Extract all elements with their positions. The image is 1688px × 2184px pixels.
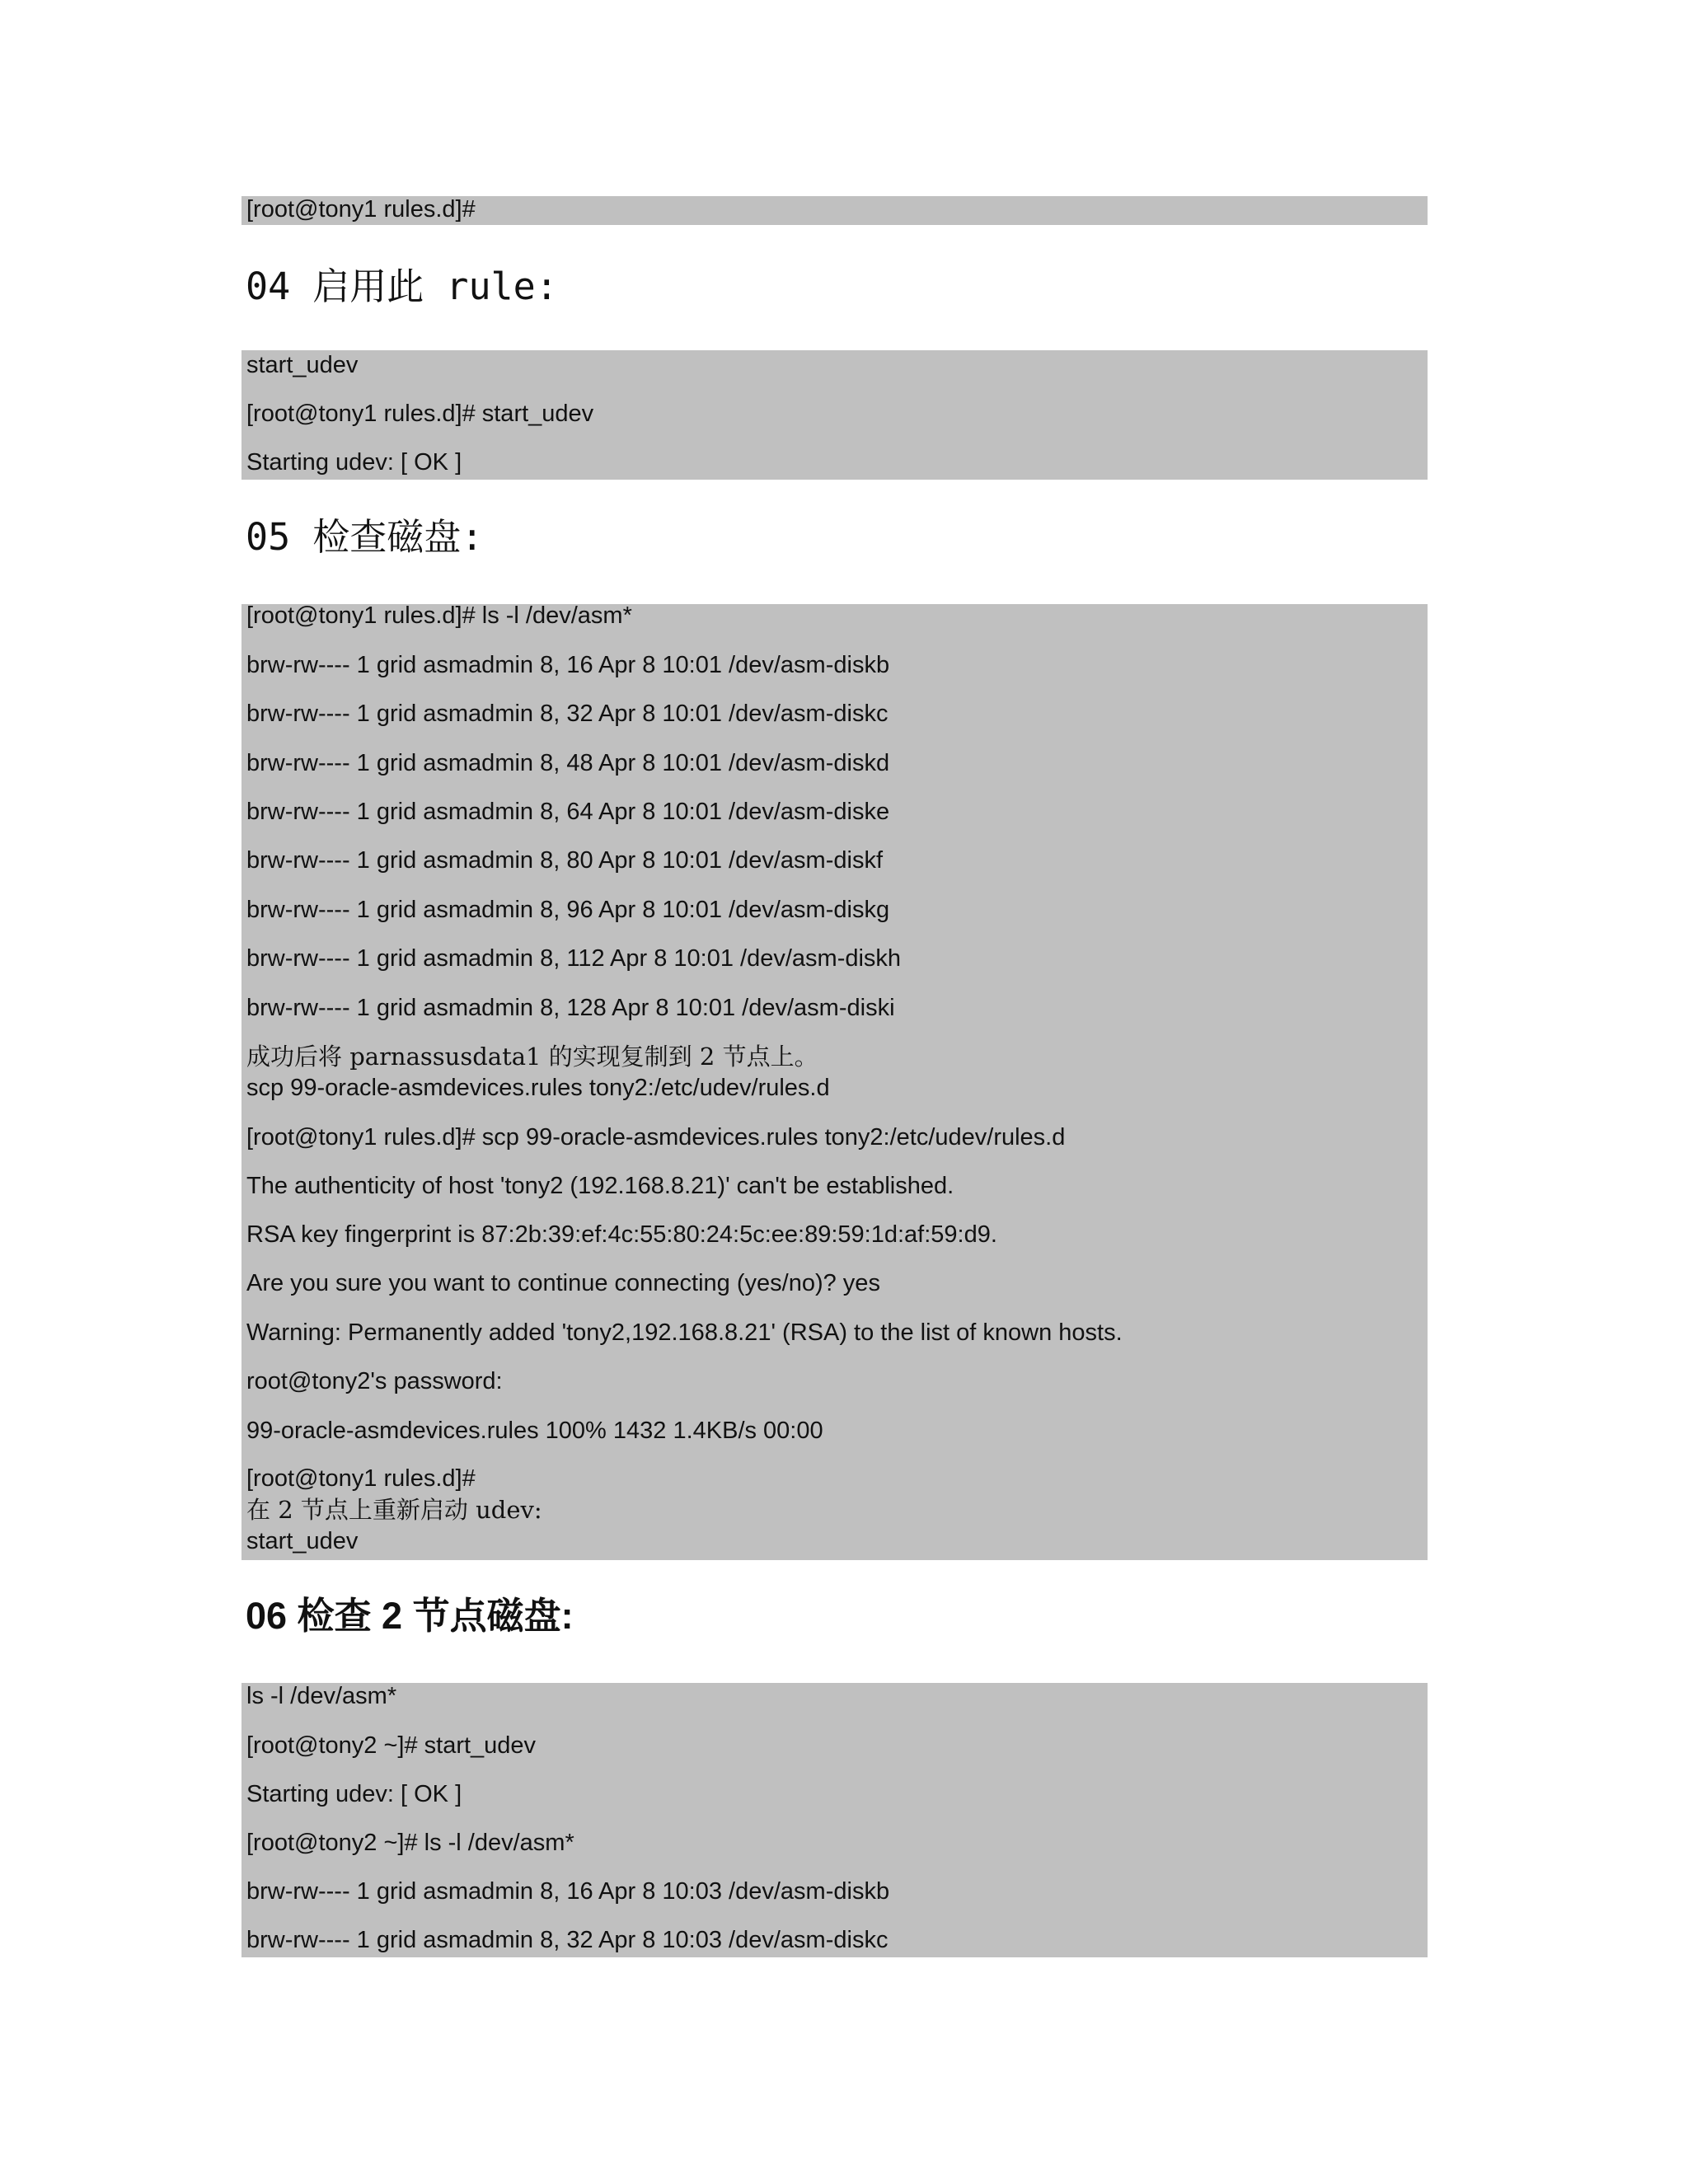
code-line: [root@tony1 rules.d]# — [246, 1465, 476, 1492]
section-heading-06: 06 检查 2 节点磁盘: — [246, 1595, 574, 1637]
code-line: ls -l /dev/asm* — [246, 1683, 397, 1709]
code-line: The authenticity of host 'tony2 (192.168.8.21)' can't be established. — [246, 1173, 954, 1199]
code-block-check-disks — [241, 604, 1428, 1560]
code-line: brw-rw---- 1 grid asmadmin 8, 16 Apr 8 10:01 /dev/asm-diskb — [246, 652, 890, 678]
code-block-node2-disks — [241, 1683, 1428, 1957]
code-line: Starting udev: [ OK ] — [246, 1781, 462, 1807]
code-line: [root@tony1 rules.d]# ls -l /dev/asm* — [246, 602, 632, 629]
code-line: Starting udev: [ OK ] — [246, 449, 462, 476]
code-line: [root@tony2 ~]# start_udev — [246, 1732, 537, 1759]
code-line: [root@tony1 rules.d]# scp 99-oracle-asmdevices.rules tony2:/etc/udev/rules.d — [246, 1124, 1066, 1151]
code-line: start_udev — [246, 1528, 359, 1554]
code-line: root@tony2's password: — [246, 1368, 503, 1394]
code-line: brw-rw---- 1 grid asmadmin 8, 16 Apr 8 10:03 /dev/asm-diskb — [246, 1878, 890, 1905]
code-line: brw-rw---- 1 grid asmadmin 8, 32 Apr 8 10:01 /dev/asm-diskc — [246, 701, 889, 727]
code-line: brw-rw---- 1 grid asmadmin 8, 112 Apr 8 10:01 /dev/asm-diskh — [246, 945, 902, 972]
code-line: brw-rw---- 1 grid asmadmin 8, 128 Apr 8 10:01 /dev/asm-diski — [246, 995, 895, 1021]
code-block-prompt — [241, 196, 1428, 225]
code-line: 在 2 节点上重新启动 udev: — [246, 1496, 542, 1524]
code-line: brw-rw---- 1 grid asmadmin 8, 32 Apr 8 10:03 /dev/asm-diskc — [246, 1927, 889, 1953]
code-line: scp 99-oracle-asmdevices.rules tony2:/etc/udev/rules.d — [246, 1075, 830, 1101]
code-block-start-udev — [241, 350, 1428, 480]
code-line: [root@tony1 rules.d]# start_udev — [246, 401, 594, 427]
code-line: Are you sure you want to continue connecting (yes/no)? yes — [246, 1270, 880, 1296]
code-line: brw-rw---- 1 grid asmadmin 8, 96 Apr 8 10:01 /dev/asm-diskg — [246, 897, 890, 923]
code-line: 99-oracle-asmdevices.rules 100% 1432 1.4KB/s 00:00 — [246, 1418, 823, 1444]
code-line: [root@tony1 rules.d]# — [246, 196, 476, 223]
section-heading-05: 05 检查磁盘: — [246, 515, 484, 559]
code-line: [root@tony2 ~]# ls -l /dev/asm* — [246, 1830, 574, 1856]
code-line: 成功后将 parnassusdata1 的实现复制到 2 节点上。 — [246, 1043, 818, 1071]
code-line: RSA key fingerprint is 87:2b:39:ef:4c:55:80:24:5c:ee:89:59:1d:af:59:d9. — [246, 1221, 997, 1248]
code-line: brw-rw---- 1 grid asmadmin 8, 48 Apr 8 10:01 /dev/asm-diskd — [246, 750, 890, 776]
code-line: brw-rw---- 1 grid asmadmin 8, 80 Apr 8 10:01 /dev/asm-diskf — [246, 847, 883, 874]
code-line: Warning: Permanently added 'tony2,192.168.8.21' (RSA) to the list of known hosts. — [246, 1319, 1123, 1346]
code-line: start_udev — [246, 352, 359, 378]
section-heading-04: 04 启用此 rule: — [246, 265, 558, 308]
code-line: brw-rw---- 1 grid asmadmin 8, 64 Apr 8 10:01 /dev/asm-diske — [246, 799, 890, 825]
